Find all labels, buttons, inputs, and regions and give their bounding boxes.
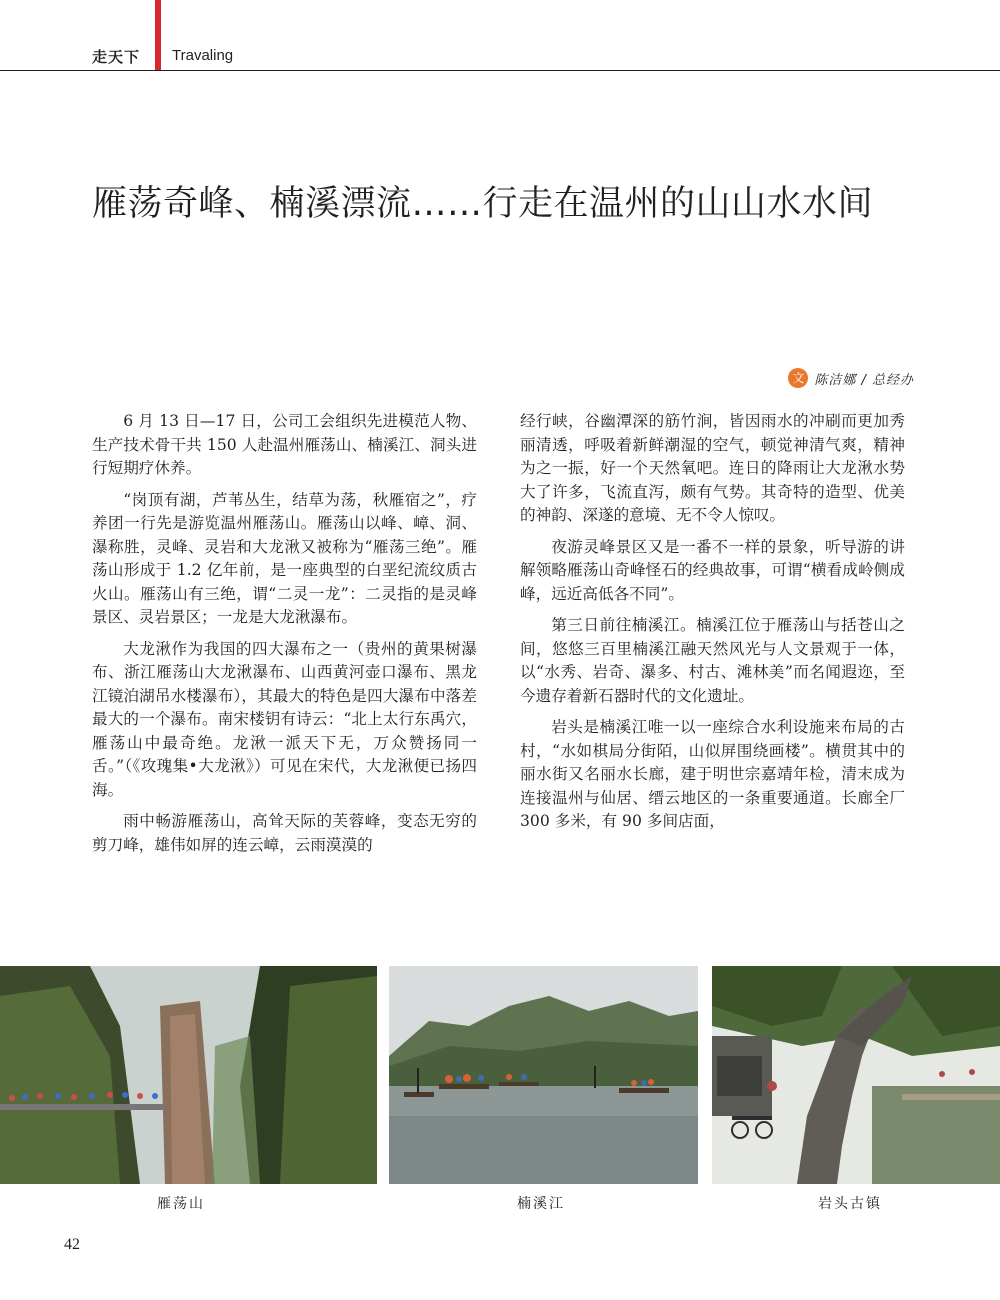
article-title: 雁荡奇峰、楠溪漂流……行走在温州的山山水水间 xyxy=(92,184,874,224)
photo-caption: 楠溪江 xyxy=(517,1196,565,1212)
paragraph: “岗顶有湖，芦苇丛生，结草为荡，秋雁宿之”，疗养团一行先是游览温州雁荡山。雁荡山以峰、嶂、洞、瀑称胜，灵峰、灵岩和大龙湫又被称为“雁荡三绝”。雁荡山形成于 1.2 亿年前，是一座典型的白垩纪流纹质古火山。雁荡山有三绝，谓“二灵一龙”：二灵指的是灵峰景区、灵岩景区；一龙是大龙湫瀑布。 xyxy=(92,490,477,626)
photo-caption: 岩头古镇 xyxy=(818,1196,882,1212)
photo-caption: 雁荡山 xyxy=(157,1196,205,1212)
section-name-cn: 走天下 xyxy=(92,48,141,66)
page-number: 42 xyxy=(64,1236,80,1253)
byline xyxy=(788,368,914,388)
photo-yandang-mountain xyxy=(0,966,377,1184)
paragraph: 夜游灵峰景区又是一番不一样的景象，听导游的讲解领略雁荡山奇峰怪石的经典故事，可谓“横看成岭侧成峰，远近高低各不同”。 xyxy=(520,537,905,603)
header-divider xyxy=(0,70,1000,71)
article-column-left xyxy=(92,410,477,865)
article-column-right xyxy=(520,410,905,842)
paragraph: 大龙湫作为我国的四大瀑布之一（贵州的黄果树瀑布、浙江雁荡山大龙湫瀑布、山西黄河壶口瀑布、黑龙江镜泊湖吊水楼瀑布），其最大的特色是四大瀑布中落差最大的一个瀑布。南宋楼钥有诗云：“北上太行东禹穴，雁荡山中最奇绝。龙湫一派天下无，万众赞扬同一舌。”（《攻瑰集•大龙湫》）可见在宋代，大龙湫便已扬四海。 xyxy=(92,639,477,799)
byline-author: 陈洁娜 / 总经办 xyxy=(814,372,914,388)
paragraph: 雨中畅游雁荡山，高耸天际的芙蓉峰，变态无穷的剪刀峰，雄伟如屏的连云嶂，云雨漠漠的 xyxy=(92,812,477,854)
paragraph: 6 月 13 日—17 日，公司工会组织先进模范人物、生产技术骨干共 150 人赴温州雁荡山、楠溪江、洞头进行短期疗休养。 xyxy=(92,412,477,477)
paragraph: 岩头是楠溪江唯一以一座综合水利设施来布局的古村，“水如棋局分街陌，山似屏围绕画楼”。横贯其中的丽水街又名丽水长廊，建于明世宗嘉靖年检，清末成为连接温州与仙居、缙云地区的一条重要通道。长廊全厂 300 多米，有 90 多间店面， xyxy=(520,718,905,830)
paragraph: 第三日前往楠溪江。楠溪江位于雁荡山与括苍山之间，悠悠三百里楠溪江融天然风光与人文景观于一体，以“水秀、岩奇、瀑多、村古、滩林美”而名闻遐迩，至今遗存着新石器时代的文化遗址。 xyxy=(520,616,905,705)
photo-nanxi-river xyxy=(389,966,698,1184)
header-accent-bar xyxy=(155,0,161,70)
photo-yantou-town xyxy=(712,966,1000,1184)
paragraph: 经行峡，谷幽潭深的筋竹涧，皆因雨水的冲刷而更加秀丽清透，呼吸着新鲜潮湿的空气，顿觉神清气爽，精神为之一振，好一个天然氧吧。连日的降雨让大龙湫水势大了许多，飞流直泻，颇有气势。其奇特的造型、优美的神韵、深遂的意境、无不令人惊叹。 xyxy=(520,412,905,524)
byline-badge: 文 xyxy=(788,368,808,388)
section-name-en: Travaling xyxy=(172,47,234,64)
